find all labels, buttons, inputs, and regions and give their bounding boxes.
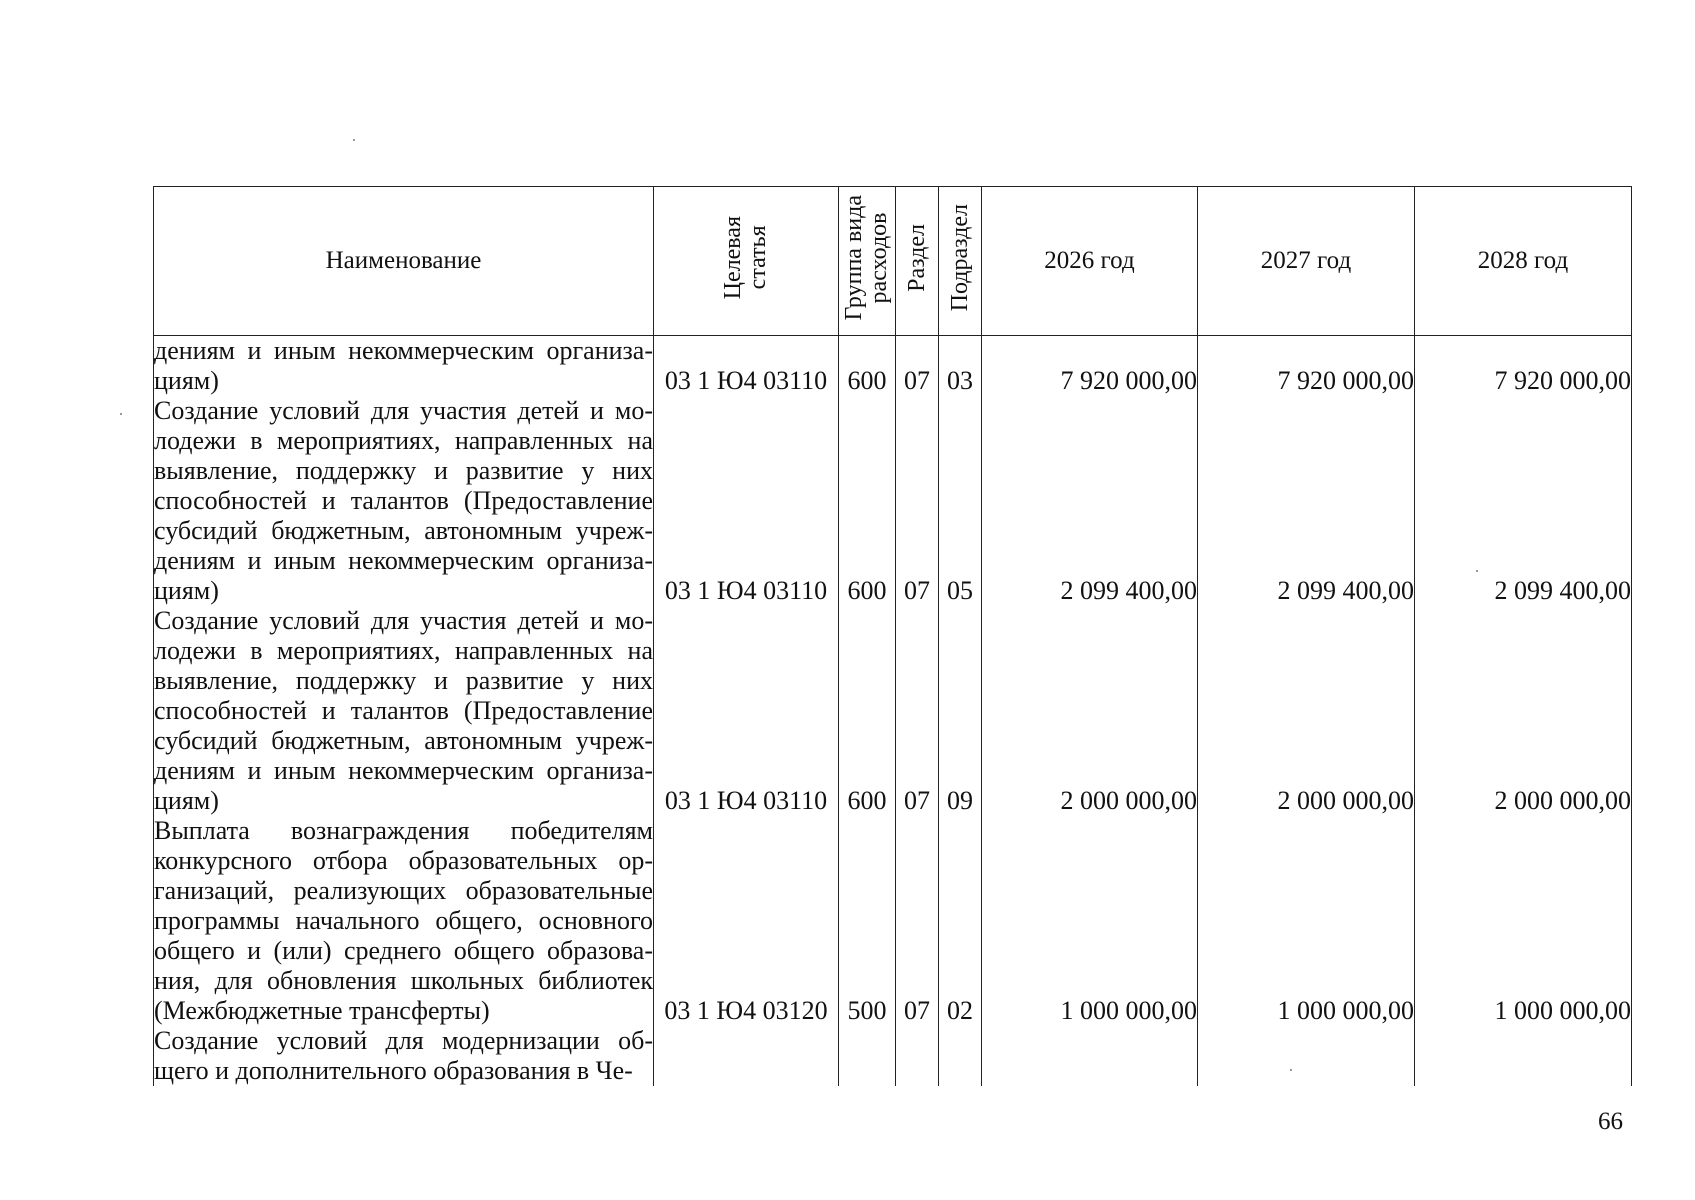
name-line: Создание условий для модернизации об- <box>154 1026 653 1055</box>
header-expense-group: Группа вида расходов <box>839 187 896 336</box>
name-line: субсидий бюджетным, автономным учреж- <box>154 516 653 545</box>
table-row <box>154 606 1632 816</box>
amount-2026-cell <box>982 1026 1198 1086</box>
amount-2027-cell: 1 000 000,00 <box>1198 816 1415 1026</box>
table-row <box>154 816 1632 1026</box>
name-line: программы начального общего, основного <box>154 906 653 935</box>
header-target-article: Целевая статья <box>654 187 839 336</box>
name-line: способностей и талантов (Предоставление <box>154 486 653 515</box>
name-line: ганизаций, реализующих образовательные <box>154 876 653 905</box>
name-line: лодежи в мероприятиях, направленных на <box>154 426 653 455</box>
row-name-cell <box>154 396 654 606</box>
amount-2026-cell: 1 000 000,00 <box>982 816 1198 1026</box>
table-row <box>154 396 1632 606</box>
amount-2027-cell: 2 099 400,00 <box>1198 396 1415 606</box>
target-article-cell: 03 1 Ю4 03110 <box>654 336 839 397</box>
name-line: выявление, поддержку и развитие у них <box>154 666 653 695</box>
name-line: циям) <box>154 786 219 815</box>
name-line: конкурсного отбора образовательных ор- <box>154 846 653 875</box>
amount-2028-cell: 2 099 400,00 <box>1415 396 1632 606</box>
subsection-cell: 02 <box>939 816 982 1026</box>
name-line: циям) <box>154 576 219 605</box>
budget-table <box>153 186 1632 1086</box>
scan-speck <box>353 139 355 141</box>
name-line: дениям и иным некоммерческим организа- <box>154 546 653 575</box>
name-line: (Межбюджетные трансферты) <box>154 996 490 1025</box>
name-line: выявление, поддержку и развитие у них <box>154 456 653 485</box>
header-2027: 2027 год <box>1198 187 1415 336</box>
row-name-cell <box>154 336 654 397</box>
expense-group-cell: 600 <box>839 336 896 397</box>
name-line: субсидий бюджетным, автономным учреж- <box>154 726 653 755</box>
header-2028: 2028 год <box>1415 187 1632 336</box>
name-line: Создание условий для участия детей и мо- <box>154 606 653 635</box>
amount-2026-cell: 7 920 000,00 <box>982 336 1198 397</box>
target-article-cell <box>654 1026 839 1086</box>
amount-2026-cell: 2 000 000,00 <box>982 606 1198 816</box>
amount-2027-cell <box>1198 1026 1415 1086</box>
row-name-cell <box>154 816 654 1026</box>
name-line: дениям и иным некоммерческим организа- <box>154 756 653 785</box>
amount-2028-cell <box>1415 1026 1632 1086</box>
table-header-row <box>154 187 1632 336</box>
amount-2027-cell: 2 000 000,00 <box>1198 606 1415 816</box>
name-line: дениям и иным некоммерческим организа- <box>154 336 653 365</box>
name-line: ния, для обновления школьных библиотек <box>154 966 653 995</box>
page-number: 66 <box>1598 1108 1623 1135</box>
table-body <box>154 336 1632 1087</box>
subsection-cell: 03 <box>939 336 982 397</box>
name-line: способностей и талантов (Предоставление <box>154 696 653 725</box>
header-subsection: Подраздел <box>939 187 982 336</box>
name-line: циям) <box>154 366 219 395</box>
target-article-cell: 03 1 Ю4 03120 <box>654 816 839 1026</box>
section-cell: 07 <box>896 336 939 397</box>
name-line: щего и дополнительного образования в Че- <box>154 1056 633 1085</box>
name-line: Создание условий для участия детей и мо- <box>154 396 653 425</box>
row-name-cell <box>154 606 654 816</box>
amount-2028-cell: 7 920 000,00 <box>1415 336 1632 397</box>
table-row <box>154 336 1632 397</box>
section-cell <box>896 1026 939 1086</box>
amount-2026-cell: 2 099 400,00 <box>982 396 1198 606</box>
expense-group-cell: 600 <box>839 396 896 606</box>
target-article-cell: 03 1 Ю4 03110 <box>654 606 839 816</box>
scan-speck <box>120 413 122 415</box>
amount-2027-cell: 7 920 000,00 <box>1198 336 1415 397</box>
subsection-cell: 09 <box>939 606 982 816</box>
name-line: Выплата вознаграждения победителям <box>154 816 653 845</box>
table-row <box>154 1026 1632 1086</box>
name-line: лодежи в мероприятиях, направленных на <box>154 636 653 665</box>
section-cell: 07 <box>896 396 939 606</box>
subsection-cell <box>939 1026 982 1086</box>
target-article-cell: 03 1 Ю4 03110 <box>654 396 839 606</box>
expense-group-cell: 500 <box>839 816 896 1026</box>
header-2026: 2026 год <box>982 187 1198 336</box>
amount-2028-cell: 2 000 000,00 <box>1415 606 1632 816</box>
section-cell: 07 <box>896 816 939 1026</box>
expense-group-cell <box>839 1026 896 1086</box>
expense-group-cell: 600 <box>839 606 896 816</box>
name-line: общего и (или) среднего общего образова- <box>154 936 653 965</box>
amount-2028-cell: 1 000 000,00 <box>1415 816 1632 1026</box>
subsection-cell: 05 <box>939 396 982 606</box>
section-cell: 07 <box>896 606 939 816</box>
header-section: Раздел <box>896 187 939 336</box>
row-name-cell <box>154 1026 654 1086</box>
header-name: Наименование <box>154 187 654 336</box>
